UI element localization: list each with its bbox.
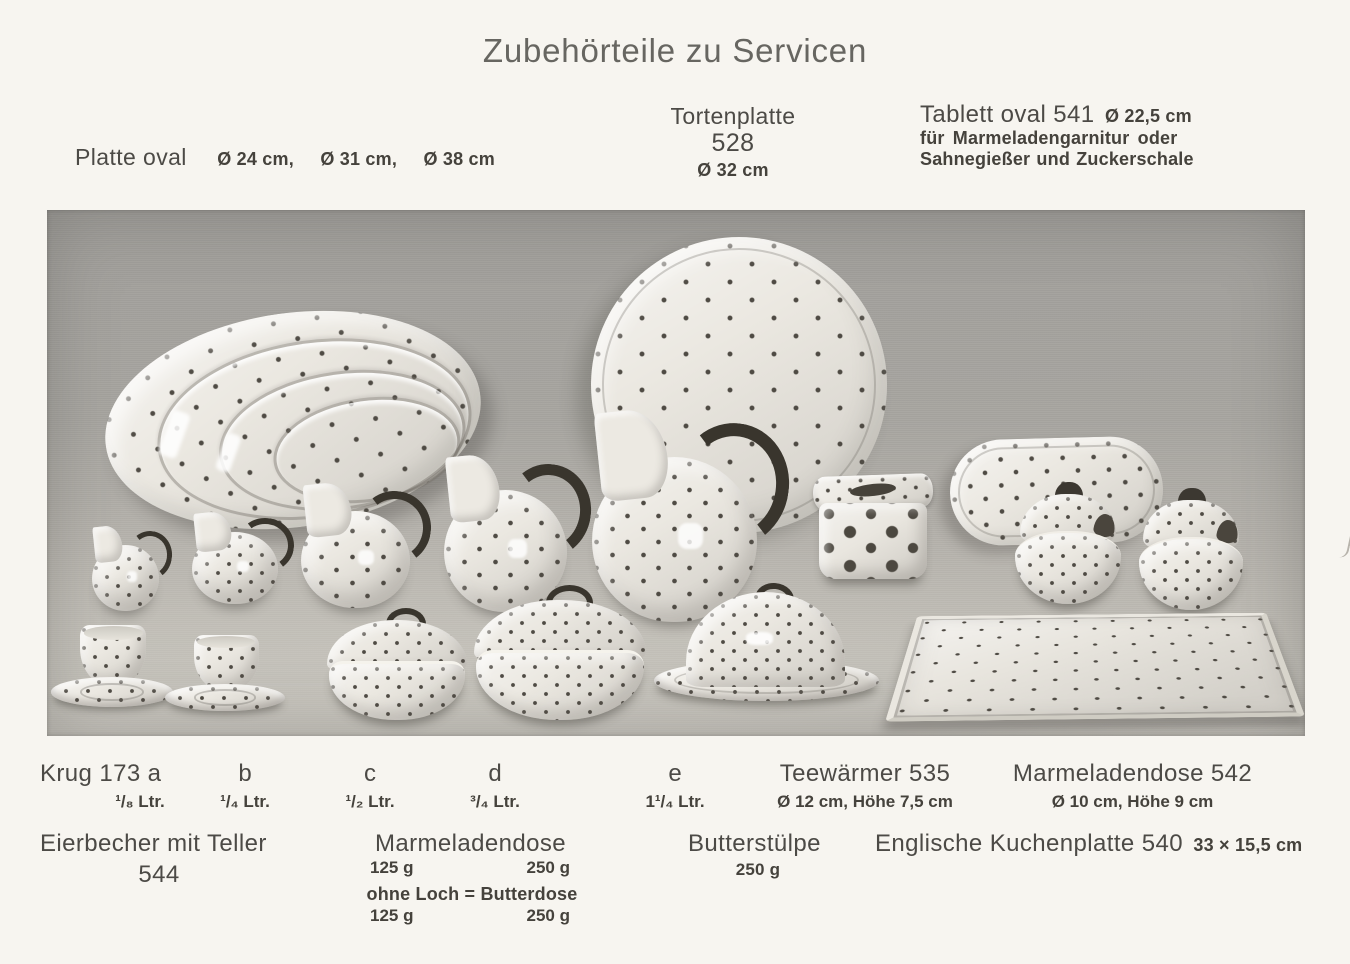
jam-dish-bowl: [476, 650, 645, 721]
label-butterstuelpe-name: Butterstülpe: [688, 830, 821, 857]
tablett-size: Ø 22,5 cm: [1104, 106, 1192, 126]
label-marmeladendose-542-size: Ø 10 cm, Höhe 9 cm: [1051, 792, 1214, 811]
egg-cup-saucer: [165, 684, 285, 711]
jug-b-spout: [193, 510, 233, 552]
label-tablett-oval: [920, 101, 1194, 170]
butter-dome: [686, 592, 846, 686]
label-tortenplatte: [633, 103, 833, 184]
platte-oval-size-1: Ø 24 cm,: [217, 149, 294, 169]
egg-cup-with-plate-right: [165, 635, 285, 711]
tablett-desc-2: Sahnegießer und Zuckerschale: [920, 149, 1194, 169]
label-platte-oval: [75, 144, 495, 171]
platte-oval-size-3: Ø 38 cm: [423, 149, 495, 169]
krug-b-letter: b: [238, 760, 252, 787]
jug-c-spout: [302, 481, 353, 538]
tea-warmer-body: [819, 503, 927, 579]
platte-oval-name: Platte oval: [75, 144, 187, 170]
jug-e-spout: [593, 407, 671, 503]
egg-cup-saucer: [51, 677, 173, 707]
kuchenplatte-name: Englische Kuchenplatte 540: [875, 830, 1183, 857]
tablett-desc-1: für Marmeladengarnitur oder: [920, 128, 1178, 148]
label-teewaermer-name: Teewärmer 535: [779, 760, 951, 787]
jam-dish-large: [472, 585, 648, 720]
page-title: Zubehörteile zu Servicen: [482, 32, 868, 69]
tortenplatte-number: 528: [711, 129, 755, 157]
krug-b-volume: ¹/₄ Ltr.: [220, 792, 270, 811]
weight-small: 125 g: [370, 858, 414, 877]
krug-c-letter: c: [364, 760, 376, 787]
label-teewaermer-size: Ø 12 cm, Höhe 7,5 cm: [777, 792, 953, 811]
tortenplatte-name: Tortenplatte: [670, 103, 796, 129]
label-eierbecher-name: Eierbecher mit Teller: [40, 830, 267, 857]
weight-large: 250 g: [526, 906, 570, 925]
krug-d-letter: d: [488, 760, 502, 787]
rect-cake-tray-540: [885, 613, 1305, 722]
butter-dome-dish: [654, 583, 879, 701]
krug-c-volume: ¹/₂ Ltr.: [345, 792, 395, 811]
krug-e-letter: e: [668, 760, 682, 787]
egg-cup: [194, 635, 259, 691]
label-eierbecher-number: 544: [138, 861, 180, 888]
weight-large: 250 g: [526, 858, 570, 877]
jam-jar-542-left: [1013, 482, 1123, 604]
marmeladendose-weights: [370, 858, 570, 878]
jug-173-c: [301, 483, 431, 608]
label-butterdose-note: ohne Loch = Butterdose: [366, 884, 578, 904]
jam-jar-542-right: [1137, 488, 1245, 610]
jug-d-spout: [445, 452, 503, 523]
kuchenplatte-size: 33 × 15,5 cm: [1193, 835, 1303, 855]
tablett-name: Tablett oval 541: [920, 101, 1095, 128]
label-marmeladendose-542-name: Marmeladendose 542: [1012, 760, 1253, 787]
catalog-photo: [47, 210, 1305, 736]
jug-173-a: [92, 526, 172, 611]
krug-d-volume: ³/₄ Ltr.: [470, 792, 520, 811]
label-marmeladendose-name: Marmeladendose: [374, 830, 567, 857]
tortenplatte-size: Ø 32 cm: [697, 160, 769, 180]
jar-body: [1139, 537, 1243, 610]
krug-e-volume: 1¹/₄ Ltr.: [645, 792, 705, 811]
platte-oval-size-2: Ø 31 cm,: [320, 149, 398, 169]
tea-warmer-535: [813, 475, 933, 579]
jug-173-b: [192, 512, 294, 604]
jam-dish-small: [326, 608, 468, 720]
label-krug-title: Krug 173 a: [40, 760, 162, 787]
label-kuchenplatte: [875, 830, 1302, 858]
egg-cup-with-plate-left: [51, 625, 173, 707]
butterdose-weights: [370, 906, 570, 926]
label-butterstuelpe-weight: 250 g: [735, 860, 781, 879]
jam-dish-bowl: [329, 661, 465, 720]
jar-body: [1015, 531, 1121, 604]
jug-a-spout: [93, 525, 125, 563]
weight-small: 125 g: [370, 906, 414, 925]
margin-pen-mark: [1335, 531, 1350, 559]
krug-a-volume: ¹/₈ Ltr.: [115, 792, 165, 811]
